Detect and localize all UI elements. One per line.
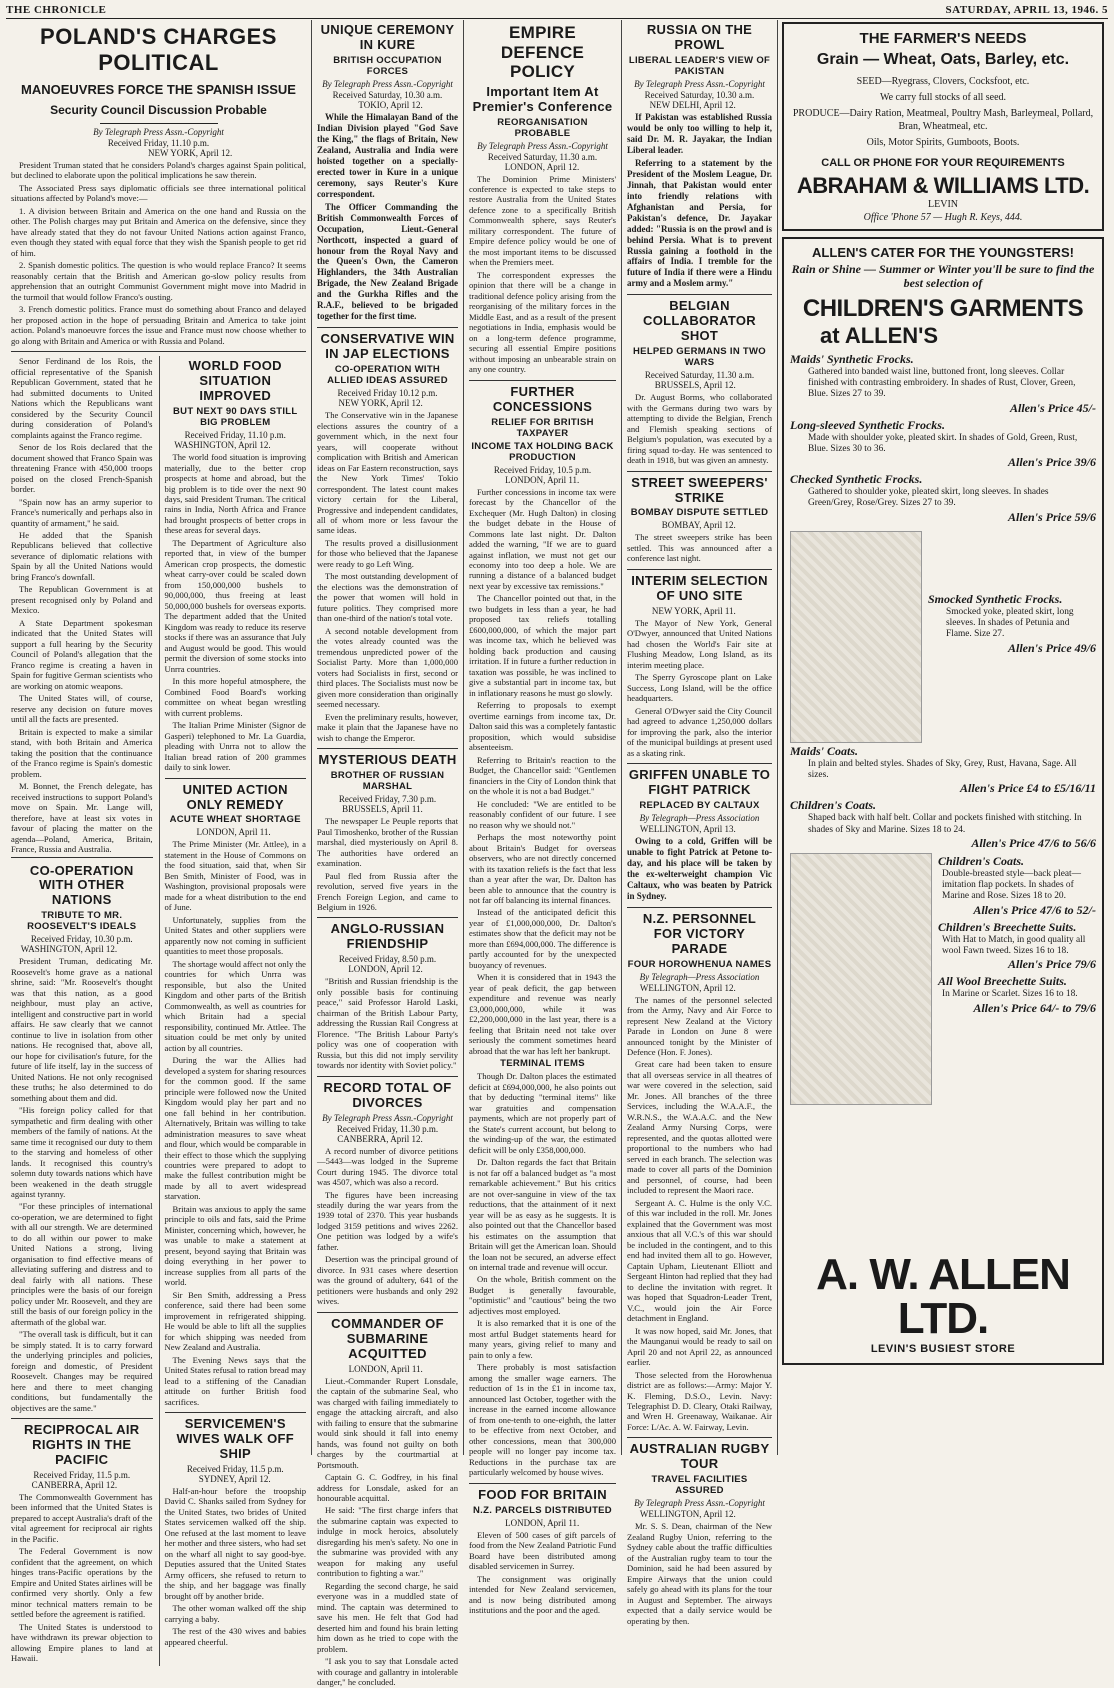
paragraph: 1. A division between Britain and America on the one hand and Russia on the other. The Polish charges may put Britain and America on the defensive, since they have already stated that they do not favour United Nations action against Franco, even though they stated with equal force that they wish the Spanish people to get rid of him. xyxy=(11,205,306,258)
paragraph: Lieut.-Commander Rupert Lonsdale, the captain of the submarine Seal, who was charged with failing immediately to engage the attacking aircraft, and also with failing to ensure that the submarine would sink should it fall into enemy hands, was found not guilty on both charges by the courtmartial at Portsmouth. xyxy=(317,1375,458,1470)
dateline: WELLINGTON, April 12. xyxy=(639,1509,736,1520)
product-name: Maids' Coats. xyxy=(790,743,859,758)
headline: ANGLO-RUSSIAN FRIENDSHIP xyxy=(330,921,445,952)
paragraph: Captain G. C. Godfrey, in his final address for Lonsdale, asked for an honourable acquittal. xyxy=(317,1472,458,1503)
paragraph: The Department of Agriculture also reported that, in view of the bumper American crop prospects, the domestic wheat carry-over could be scaled down from 150,000,000 bushels to 90,000,000, thus freeing at least 50,000,000 bushels for overseas exports. The department added that the United Kingdom was ready to reduce its reserve stocks if there was an assurance that July and August would be good. This would permit the diversion of some stocks into Unrra countries. xyxy=(164,537,306,674)
headline: STREET SWEEPERS' STRIKE xyxy=(631,474,768,505)
ad-abraham-williams xyxy=(782,22,1104,231)
article-conservative xyxy=(317,332,458,749)
dateline: CANBERRA, April 12. xyxy=(337,1133,423,1144)
headline: RUSSIA ON THE PROWL xyxy=(646,22,753,52)
article-griffen xyxy=(627,768,772,908)
dateline: WELLINGTON, April 12. xyxy=(639,982,736,993)
headline: MYSTERIOUS DEATH xyxy=(318,752,457,768)
product-price: Allen's Price 45/- xyxy=(1010,400,1096,415)
subheadline: ACUTE WHEAT SHORTAGE xyxy=(169,814,301,826)
headline: SERVICEMEN'S WIVES WALK OFF SHIP xyxy=(176,1416,295,1461)
subheadline: BRITISH OCCUPATION FORCES xyxy=(333,54,442,77)
received: Received Saturday, 10.30 a.m. xyxy=(644,89,755,100)
paragraph: 2. Spanish domestic politics. The question is who would replace Franco? It seems reasonably certain that the British and American go-slow policy results from apprehension that an outright Communist Government might move into Madrid in the turmoil that would follow Franco's ousting. xyxy=(11,260,306,302)
masthead-title: THE CHRONICLE xyxy=(6,4,107,16)
article-nz-personnel xyxy=(627,912,772,1439)
received: Received Friday, 11.10 p.m. xyxy=(184,430,286,441)
article-united-action xyxy=(165,783,307,1414)
paragraph: It was now hoped, said Mr. Jones, that the Maunganui would be ready to sail on April 20 and not April 22, as announced earlier. xyxy=(627,1325,772,1368)
paragraph: On the whole, British comment on the Budget is generally favourable, "optimistic" and "cautious" being the two adjectives most employed. xyxy=(469,1274,616,1316)
product-name: Checked Synthetic Frocks. xyxy=(790,472,923,487)
dateline: LONDON, April 11. xyxy=(196,827,271,838)
article-submarine xyxy=(317,1317,458,1688)
subheadline: TRAVEL FACILITIES ASSURED xyxy=(651,1474,748,1497)
paragraph: A second notable development from the votes already counted was the tremendous unpredicted power of the Socialist Party. More than 1,000,000 voters had Socialists in first, second or third places. The Socialists must now be given more consideration than originally seemed necessary. xyxy=(317,625,458,710)
byline: By Telegraph Press Assn.-Copyright xyxy=(322,78,453,89)
masthead xyxy=(6,4,1108,19)
product-name: Children's Coats. xyxy=(790,798,877,813)
illustration-girl-icon xyxy=(790,531,922,743)
product-description: Double-breasted style—back pleat—imitation flap pockets. In shades of Marine and Rose. Sizes 18 to 20. xyxy=(942,868,1082,902)
article-further-concessions xyxy=(469,385,616,1484)
paragraph: The Associated Press says diplomatic officials see three international political situations affected by Poland's move:— xyxy=(11,182,306,204)
ad-text: SEED—Ryegrass, Clovers, Cocksfoot, etc. xyxy=(856,76,1030,87)
product xyxy=(790,352,1096,416)
article-rugby xyxy=(627,1442,772,1626)
product xyxy=(790,744,1096,797)
subheadline: HELPED GERMANS IN TWO WARS xyxy=(633,346,766,369)
subheadline: FOUR HOROWHENUA NAMES xyxy=(627,958,772,970)
paragraph: Great care had been taken to ensure that all overseas service in all theatres of war were covered in the selection, said Mr. Jones. All branches of the three Services, including the W.A.A.F., the W.R.N.S., the W.A.A.C. and the New Zealand Army Nursing Corps, were represented, and the quotas allotted were proportional to the numbers who had served in each branch. The selection was made to cover all parts of the Dominion and personnel, of course, had been included to represent the Maori race. xyxy=(627,1059,772,1196)
subheadline: MANOEUVRES FORCE THE SPANISH ISSUE xyxy=(21,82,296,97)
paragraph: In this more hopeful atmosphere, the Combined Food Board's working committee on wheat began wrestling with current problems. xyxy=(164,676,306,718)
paragraph: Referring to a statement by the President of the Moslem League, Dr. Jinnah, that Pakistan would enter into friendly relations with Afghanistan and Persia, for Pakistan's defence, Dr. Jayakar added: "Russia is on the prowl and is behind Persia. What is to prevent Russia gaining a foothold in the affairs of India. I tremble for the future of India if there were a Hindu army and a Moslem army." xyxy=(627,157,772,289)
byline: By Telegraph Press Assn.-Copyright xyxy=(634,78,765,89)
product-price: Allen's Price 59/6 xyxy=(1008,509,1096,524)
paragraph: President Truman, dedicating Mr. Roosevelt's home grave as a national shrine, said: "Mr. Roosevelt's thought was that this nation, as a good neighbour, must play an active, intelligent and constructive part in world affairs. He saw clearly that we cannot continue to live in isolation from other nations. He recognised that, above all, our hope for civilisation's future, for the future of life itself, lay in the success of United Nations. He not only recognised these truths; he also determined to do something about them and did. xyxy=(11,956,153,1103)
product-description: Gathered to shoulder yoke, pleated skirt, long sleeves. In shades Green/Grey, Rose/Grey. Sizes 27 to 39. xyxy=(808,487,1049,509)
dateline: TOKIO, April 12. xyxy=(358,99,423,110)
headline: RECIPROCAL AIR RIGHTS IN THE PACIFIC xyxy=(24,1422,140,1468)
paragraph: 3. French domestic politics. France must do something about Franco and delayed her proposed action in the hope of persuading Britain and America to take joint action. Poland's manoeuvre forces the issue and France must now choose whether to go along with Britain and America or with Russia and Poland. xyxy=(11,304,306,346)
ad-title: ALLEN'S CATER FOR THE YOUNGSTERS! xyxy=(812,245,1074,260)
dateline: LONDON, April 11. xyxy=(505,1517,580,1528)
ad-company: ABRAHAM & WILLIAMS LTD. xyxy=(796,173,1090,198)
product xyxy=(790,472,1096,525)
paragraph: The street sweepers strike has been settled. This was announced after a conference last night. xyxy=(627,532,772,564)
dateline: BRUSSELS, April 12. xyxy=(654,380,736,391)
headline: WORLD FOOD SITUATION IMPROVED xyxy=(188,358,282,404)
received: Received Friday, 11.10 p.m. xyxy=(107,138,210,148)
paragraph: When it is considered that in 1943 the year of peak deficit, the gap between expenditure and revenue was nearly £3,000,000,000, while it was £2,200,000,000 in the last year, there is a feeling that Britain need not take over seriously the comment sometimes heard abroad that the war has left her bankrupt. xyxy=(469,972,616,1056)
ad-allens xyxy=(782,237,1104,1365)
ad-call: CALL OR PHONE FOR YOUR REQUIREMENTS xyxy=(821,157,1065,169)
article-servicemen xyxy=(165,1417,307,1647)
received: Received Saturday, 11.30 a.m. xyxy=(644,370,755,381)
product-name: All Wool Breechette Suits. xyxy=(938,974,1067,989)
headline: FURTHER CONCESSIONS xyxy=(492,383,593,414)
article-sweepers xyxy=(627,476,772,570)
paragraph: Dr. Dalton regards the fact that Britain is not far off a balanced budget as "a most remarkable achievement." But his critics are not over-sanguine in view of the tax reductions, that the attainment of it next year will be as easy as he suggests. It is also pointed out that the Chancellor based his estimates on the assumption that Britain will get the American loan. Should the loan not be secured, an adverse effect on internal trade and revenue will occur. xyxy=(469,1157,616,1272)
paragraph: Regarding the second charge, he said everyone was in a muddled state of mind. The captain was determined to save his men. He felt that God had deserted him and found his brain letting him down as he tried to cope with the problem. xyxy=(317,1580,458,1654)
subheadline-2: REORGANISATION PROBABLE xyxy=(497,116,588,139)
column-1 xyxy=(6,20,312,1664)
section-head: TERMINAL ITEMS xyxy=(500,1058,585,1070)
paragraph: "Spain now has an army superior to France's numerically and perhaps also in quantity of armament," he said. xyxy=(11,496,153,528)
paragraph: Perhaps the most noteworthy point about Britain's Budget for overseas observers, who are not directly concerned with its taxation reliefs is the fact that less than a year after the war, Dr. Dalton has been able to announce that the country is not far off balancing its internal finances. xyxy=(469,832,616,905)
byline: By Telegraph Press Assn.-Copyright xyxy=(93,127,224,137)
paragraph: Further concessions in income tax were forecast by the Chancellor of the Exchequer (Mr. Hugh Dalton) in closing the budget debate in the House of Commons late last night. Dr. Dalton added the warning, "If we are to guard against inflation, we must not get our economy into too deep a hole. We are running a distance of a balanced budget next year by excessive tax remissions." xyxy=(469,486,616,591)
masthead-date: SATURDAY, APRIL 13, 1946. 5 xyxy=(945,4,1108,16)
headline: RECORD TOTAL OF DIVORCES xyxy=(323,1079,452,1110)
paragraph: General O'Dwyer said the City Council had agreed to advance 1,250,000 dollars for improving the park, also the interior of the municipal buildings at present used as a skating rink. xyxy=(627,705,772,758)
headline: EMPIRE DEFENCE POLICY xyxy=(500,23,585,82)
subheadline: N.Z. PARCELS DISTRIBUTED xyxy=(473,1504,612,1516)
product-price: Allen's Price 47/6 to 56/6 xyxy=(971,835,1096,850)
paragraph: There probably is most satisfaction among the smaller wage earners. The reduction of 1s in the £1 in income tax, announced last October, together with the increase in the earned income allowance of from one-tenth to one-eighth, the latter to be effective from next October, and other concessions, mean that 300,000 people will no longer pay income tax. Reductions in the purchase tax are particularly welcomed by house wives. xyxy=(469,1362,616,1478)
column-4 xyxy=(464,20,622,1615)
paragraph: President Truman stated that he considers Poland's charges against Spain political, but declined to elaborate upon the political implications he saw therein. xyxy=(11,160,306,181)
paragraph: Paul fled from Russia after the revolution, served five years in the French Foreign Legion, and came to Belgium in 1926. xyxy=(317,870,458,912)
paragraph: Half-an-hour before the troopship David C. Shanks sailed from Sydney for the United States, two brides of United States servicemen walked off the ship. One refused at the last moment to leave her mother and three sisters, who had set on the wharf all night to say good-bye. Deputies assured that the United States Army officers, she refused to return to the ship, and her baggage was finally brought off by another bride. xyxy=(164,1485,306,1601)
paragraph: The consignment was originally intended for New Zealand servicemen, and is now being distributed among institutions and the poor and the aged. xyxy=(469,1573,616,1615)
paragraph: The newspaper Le Peuple reports that Paul Timoshenko, brother of the Russian marshal, died mysteriously on April 8. The authorities have ordered an examination. xyxy=(317,816,458,869)
headline: COMMANDER OF SUBMARINE ACQUITTED xyxy=(331,1315,444,1361)
paragraph: The Evening News says that the United States refusal to ration bread may lead to a stiffening of the Canadian attitude on further British food sacrifices. xyxy=(164,1354,306,1407)
product-price: Allen's Price 47/6 to 52/- xyxy=(973,902,1096,917)
paragraph: "British and Russian friendship is the only possible basis for continuing peace," said Professor Harold Laski, chairman of the British Labour Party, addressing the Russian Rail Congress at Florence. "The British Labour Party's policy was one of cooperation with Russia, but this did not imply servility towards nor identity with Soviet policy." xyxy=(317,976,458,1071)
headline: UNITED ACTION ONLY REMEDY xyxy=(182,781,288,812)
article-cooperation xyxy=(11,857,153,1420)
product-description: Gathered into banded waist line, buttoned front, long sleeves. Collar finished with contrasting embroidery. In shades of Rust, Clover, Green, Blue. Sizes 27 to 39. xyxy=(808,366,1076,400)
paragraph: The Italian Prime Minister (Signor de Gasperi) telephoned to Mr. La Guardia, pleading with Unrra not to allow the Italian bread ration of 200 grammes daily to sink lower. xyxy=(164,720,306,773)
article-russia-prowl xyxy=(627,23,772,295)
headline: N.Z. PERSONNEL FOR VICTORY PARADE xyxy=(642,910,757,956)
product-description: With Hat to Match, in good quality all wool Fawn tweed. Sizes 16 to 18. xyxy=(942,934,1086,956)
product-price: Allen's Price 49/6 xyxy=(1008,640,1096,655)
dateline: BRUSSELS, April 11. xyxy=(342,804,423,815)
received: Received Friday, 11.5 p.m. xyxy=(186,1463,284,1474)
dateline: WASHINGTON, April 12. xyxy=(174,440,271,451)
paragraph: The other woman walked off the ship carrying a baby. xyxy=(164,1603,306,1624)
received: Received Friday, 11.5 p.m. xyxy=(33,1469,131,1480)
paragraph: Instead of the anticipated deficit this year of £1,000,000,000, Dr. Dalton's estimates show that the deficit may not be more than £694,000,000. The difference is partly accounted for by the unexpected buoyancy of revenues. xyxy=(469,907,616,970)
dateline: LONDON, April 12. xyxy=(504,161,580,172)
headline: POLAND'S CHARGES POLITICAL xyxy=(40,24,277,75)
paragraph: Owing to a cold, Griffen will be unable to fight Patrick at Petone to-day, and his place will be taken by the ex-welterweight champion Vic Caltaux, who was beaten by Patrick in Sydney. xyxy=(627,835,772,901)
subheadline-2: INCOME TAX HOLDING BACK PRODUCTION xyxy=(471,440,614,463)
ad-text: We carry full stocks of all seed. xyxy=(879,92,1007,103)
subheadline: LIBERAL LEADER'S VIEW OF PAKISTAN xyxy=(628,54,771,77)
article-mysterious xyxy=(317,753,458,918)
product-description: In Marine or Scarlet. Sizes 16 to 18. xyxy=(942,989,1078,1000)
paragraph: Sergeant A. C. Hulme is the only V.C. of this war included in the roll. Mr. Jones explained that the Government was most anxious that all V.C.'s of this war should be included in the contingent, and to this end had invited them all to go. However, Captain Upham, Lieutenant Elliott and Sergeant Hinton had replied that they had to decline the invitation with regret. It was hoped that Squadron-Leader Trent, V.C., would join the Air Force detachment in England. xyxy=(627,1197,772,1324)
paragraph: While the Himalayan Band of the Indian Division played "God Save the King," the flags of Britain, New Zealand, Australia and India were hoisted together on a specially-erected tower in Kure in a unique ceremony, says Reuter's Kure correspondent. xyxy=(317,111,458,199)
product-price: Allen's Price £4 to £5/16/11 xyxy=(959,781,1096,796)
dateline: CANBERRA, April 12. xyxy=(31,1479,118,1490)
paragraph: The Republican Government is at present recognised only by Poland and Mexico. xyxy=(11,584,153,616)
received: Received Saturday, 11.30 a.m. xyxy=(487,151,598,162)
ad-phone: Office 'Phone 57 — Hugh R. Keys, 444. xyxy=(863,212,1023,223)
article-divorces xyxy=(317,1081,458,1313)
ad-text: Oils, Motor Spirits, Gumboots, Boots. xyxy=(866,137,1020,148)
dateline: NEW DELHI, April 12. xyxy=(649,99,736,110)
headline: CONSERVATIVE WIN IN JAP ELECTIONS xyxy=(320,331,455,362)
paragraph: The United States will, of course, reserve any decision on future moves until all the facts are presented. xyxy=(11,693,153,725)
ad-headline: Grain — Wheat, Oats, Barley, etc. xyxy=(816,51,1070,68)
dateline: NEW YORK, April 11. xyxy=(651,605,736,616)
ad-location: LEVIN xyxy=(928,199,958,210)
paragraph: The Officer Commanding the British Commonwealth Forces of Occupation, Lieut.-General Northcott, inspected a guard of honour from the Royal Navy and the Queen's Own, the Cameron Highlanders, the 34th Australian Brigade, the New Zealand Brigade and the Gurkha Rifles and the R.A.F., believed to be brigaded together for the first time. xyxy=(317,201,458,322)
subheadline: BROTHER OF RUSSIAN MARSHAL xyxy=(330,770,445,793)
paragraph: "I ask you to say that Lonsdale acted with courage and gallantry in intolerable danger," he concluded. xyxy=(317,1656,458,1688)
byline: By Telegraph Press Assn.-Copyright xyxy=(322,1112,453,1123)
paragraph: Though Dr. Dalton places the estimated deficit at £694,000,000, he also points out that by deducting "terminal items" like war gratuities and compensation payments, which are not properly part of the State's current account, but belong to the winding-up of the war, the estimated deficit will be only £358,000,000. xyxy=(469,1071,616,1155)
paragraph: The shortage would affect not only the countries for which Unrra was responsible, but also the United Kingdom and other parts of the British Commonwealth, as well as countries for which Britain had a special responsibility, continued Mr. Attlee. The situation could be met only by united action by all countries. xyxy=(164,958,306,1053)
product-name: Children's Breechette Suits. xyxy=(938,919,1077,934)
paragraph: "His foreign policy called for that sympathetic and firm dealing with other members of the family of nations. At the same time it recognised our duty to them to the starving and homeless of other lands. It recognised this country's solemn duty towards nations which have been weakened in the death struggle against tyranny. xyxy=(11,1105,153,1199)
dateline: SYDNEY, April 12. xyxy=(198,1473,271,1484)
column-3 xyxy=(312,20,464,1688)
product-name: Maids' Synthetic Frocks. xyxy=(790,351,914,366)
received: Received Friday, 10.30 p.m. xyxy=(30,934,133,945)
product-price: Allen's Price 79/6 xyxy=(1008,957,1096,972)
column-5 xyxy=(622,20,778,1626)
paragraph: M. Bonnet, the French delegate, has received instructions to support Poland's move on Spain. Mr. Lange will, therefore, have at least six votes in favour of placing the matter on the agenda—Poland, America, Britain, France, Russia and Australia. xyxy=(11,781,153,855)
paragraph: "For these principles of international co-operation, we are determined to fight with all our strength. We are determined to do all within our power to make United Nations a strong, living organisation to find effective means of alleviating suffering and distress and to deal fairly with all nations. These principles were the basis of our foreign policy under Mr. Roosevelt, and they are still the basis of our foreign policy in the aftermath of the global war. xyxy=(11,1201,153,1327)
paragraph: The Sperry Gyroscope plant on Lake Success, Long Island, will be the office headquarters. xyxy=(627,672,772,704)
headline: AUSTRALIAN RUGBY TOUR xyxy=(629,1441,770,1472)
product-name: Children's Coats. xyxy=(938,853,1025,868)
byline: By Telegraph—Press Association xyxy=(639,812,760,823)
paragraph: Those selected from the Horowhenua district are as follows:—Army: Major Y. K. Fleming, D.S.O., Levin. Navy: Telegraphist D. D. Cleary, Otaki Railway, and Wren H. Greenaway, Waikanae. Air Force: L/Ac. A. W. Fairway, Levin. xyxy=(627,1369,772,1432)
byline: By Telegraph Press Assn.-Copyright xyxy=(477,140,608,151)
article-kure xyxy=(317,23,458,328)
paragraph: A State Department spokesman indicated that the United States will support a full hearing by the Security Council of Poland's allegation that the Franco regime is creating a haven in Spain for fugitive German scientists who are working on atomic weapons. xyxy=(11,617,153,691)
subheadline: RELIEF FOR BRITISH TAXPAYER xyxy=(491,416,594,439)
dateline: NEW YORK, April 12. xyxy=(338,398,423,409)
paragraph: The world food situation is improving materially, due to the better crop prospects at home and abroad, but the big problem is to tide over the next 90 days, said President Truman. The critical rains in India, North Africa and France had brought prospects of better crops in these areas for several days. xyxy=(164,452,306,536)
product-price: Allen's Price 39/6 xyxy=(1008,455,1096,470)
dateline: LONDON, April 11. xyxy=(505,474,580,485)
subheadline: Important Item At Premier's Conference xyxy=(472,83,613,114)
paragraph: He concluded: "We are entitled to be reasonably confident of our future. I see no reason why we should not." xyxy=(469,798,616,830)
product xyxy=(938,974,1096,1015)
dateline: WASHINGTON, April 12. xyxy=(20,944,118,955)
ad-tagline: Rain or Shine — Summer or Winter you'll be sure to find the best selection of xyxy=(791,262,1095,291)
subheadline: BOMBAY DISPUTE SETTLED xyxy=(630,507,769,519)
paragraph: The Mayor of New York, General O'Dwyer, announced that United Nations had chosen the World's Fair site at Flushing Meadow, Long Island, as its interim meeting place. xyxy=(627,617,772,670)
paragraph: The figures have been increasing steadily during the war years from the 1939 total of 2370. This year husbands lodged 3159 petitions and wives 2262. One petition was lodged by a wife's father. xyxy=(317,1189,458,1252)
paragraph: Unfortunately, supplies from the United States and other suppliers were apparently now not coming in sufficient quantities to meet those proposals. xyxy=(164,914,306,957)
paragraph: Senor Ferdinand de los Rois, the official representative of the Spanish Republican Government, stated that he had submitted documents to United Nations which the Republicans want considered by the Security Council during consideration of Poland's complaints against the Franco regime. xyxy=(11,356,153,440)
dateline: LONDON, April 11. xyxy=(348,1363,423,1374)
paragraph: During the war the Allies had developed a system for sharing resources for the common good. If the same principle were followed now the United Kingdom would play her part and no one fall behind in her contribution. Alternatively, Britain was willing to take administration measures to save wheat and flour, which would be comparable in their effect to those which the supplying countries were prepared to adopt to make the fullest contribution might be made by all to avert widespread starvation. xyxy=(164,1055,307,1202)
paragraph: He said: "The first charge infers that the submarine captain was expected to indulge in mock heroics, absolutely disregarding his men's safety. No one in the submarine was provided with any weapon for making any useful contribution to fighting a war." xyxy=(317,1505,458,1579)
article-uno xyxy=(627,574,772,764)
paragraph: Referring to proposals to exempt overtime earnings from income tax, Dr. Dalton said this was a completely fantastic proposition, which would subsidise absenteeism. xyxy=(469,700,617,753)
product-description: Shaped back with half belt. Collar and pockets finished with stitching. In shades of Sky and Marine. Sizes 18 to 24. xyxy=(808,813,1082,835)
ad-company: A. W. ALLEN LTD. xyxy=(816,1250,1070,1343)
product xyxy=(790,418,1096,471)
paragraph: Desertion was the principal ground of divorce. In 931 cases where desertion was the ground of adultery, 641 of the petitioners were husbands and only 292 wives. xyxy=(317,1254,458,1307)
paragraph: Mr. S. S. Dean, chairman of the New Zealand Rugby Union, referring to the Sydney cable about the traffic difficulties of the Australian rugby team to tour the Dominion, said he had been assured by Empire Airways that the union could safely go ahead with its plans for the tour in August and September. The airways expected that a daily service would be operating by then. xyxy=(627,1521,772,1626)
received: Received Friday 10.12 p.m. xyxy=(337,388,438,399)
subheadline: REPLACED BY CALTAUX xyxy=(639,799,760,811)
subheadline: TRIBUTE TO MR. ROOSEVELT'S IDEALS xyxy=(27,910,137,933)
article-belgian xyxy=(627,299,772,471)
headline: UNIQUE CEREMONY IN KURE xyxy=(320,22,455,52)
paragraph: Sir Ben Smith, addressing a Press conference, said there had been some improvement in refrigerated shipping. He would be able to lift all the supplies for which shipping was needed from New Zealand and Australia. xyxy=(164,1289,306,1353)
received: Received Saturday, 10.30 a.m. xyxy=(332,89,443,100)
headline: BELGIAN COLLABORATOR SHOT xyxy=(643,298,756,344)
paragraph: The Federal Government is now confident that the agreement, on which hinges trans-Pacific operations by the Empire and United States airlines will be confirmed very shortly. Only a few minor technical matters remain to be settled before the agreement is ratified. xyxy=(11,1546,153,1620)
product-description: Smocked yoke, pleated skirt, long sleeves. In shades of Petunia and Flame. Size 27. xyxy=(946,606,1074,640)
paragraph: The correspondent expresses the opinion that there will be a change in traditional defence policy arising from the reorganising of the military forces in the Middle East, and as a result of the present negotiations in India, emphasis would be on a long-term defence programme, securing all essential Empire positions without imposing an unbearable strain on any one country. xyxy=(469,269,616,375)
paragraph: If Pakistan was established Russia would be only too willing to help it, said Dr. M. R. Jayakar, the Indian Liberal leader. xyxy=(627,111,772,155)
illustration-boy-icon xyxy=(790,853,932,1105)
product-name: Long-sleeved Synthetic Frocks. xyxy=(790,417,945,432)
paragraph: The Commonwealth Government has been informed that the United States is prepared to accept Australia's draft of the vital agreement for reciprocal air rights in the Pacific. xyxy=(11,1491,153,1544)
paragraph: Referring to Britain's reaction to the Budget, the Chancellor said: "Gentlemen financiers in the City of London think that on the whole it is not a bad Budget." xyxy=(469,754,616,797)
subheadline: CO-OPERATION WITH ALLIED IDEAS ASSURED xyxy=(327,364,448,387)
paragraph: The United States is understood to have withdrawn its prewar objection to allowing Empire planes to land at Hawaii. xyxy=(11,1621,153,1664)
article-empire xyxy=(469,23,616,381)
article-world-food xyxy=(165,359,307,778)
article-anglo-russian xyxy=(317,922,458,1076)
subheadline: BUT NEXT 90 DAYS STILL BIG PROBLEM xyxy=(173,406,298,429)
dateline: WELLINGTON, April 13. xyxy=(639,823,736,834)
product-name: Smocked Synthetic Frocks. xyxy=(928,591,1063,606)
paragraph: The rest of the 430 wives and babies appeared cheerful. xyxy=(164,1626,306,1647)
paragraph: The Prime Minister (Mr. Attlee), in a statement in the House of Commons on the food situation, said that, when Sir Ben Smith, Minister of Food, was in Washington, provisional proposals were made for a wheat distribution to the end of June. xyxy=(164,839,306,913)
paragraph: It is also remarked that it is one of the most artful Budget statements heard for many years, giving relief to many and pain to only a few. xyxy=(469,1318,616,1360)
product xyxy=(928,592,1096,656)
headline: INTERIM SELECTION OF UNO SITE xyxy=(631,572,768,603)
paragraph: Eleven of 500 cases of gift parcels of food from the New Zealand Patriotic Fund Board have been distributed among disabled servicemen in Surrey. xyxy=(469,1529,616,1572)
paragraph: The results proved a disillusionment for those who believed that the Japanese were ready to go Left Wing. xyxy=(317,537,458,569)
paragraph: The names of the personnel selected from the Army, Navy and Air Force to represent New Zealand at the Victory Parade in London on June 8 were announced tonight by the Minister of Defence (Hon. F. Jones). xyxy=(627,994,772,1057)
paragraph: The Chancellor pointed out that, in the two budgets in less than a year, he had proposed tax reliefs totalling £600,000,000, of which the major part was income tax, which he believed was holding back production and causing irritation. If in future a further reduction in taxation was possible, he was inclined to give a substantial part in income tax, but in inflationary reasons he must go slowly. xyxy=(469,593,616,698)
received: Received Friday, 11.30 p.m. xyxy=(336,1123,439,1134)
ad-store: at ALLEN'S xyxy=(820,322,939,348)
ad-headline: CHILDREN'S GARMENTS xyxy=(802,294,1084,322)
paragraph: A record number of divorce petitions—5443—was lodged in the Supreme Court during 1945. The divorce total was 4507, which was also a record. xyxy=(317,1145,458,1188)
dateline: LONDON, April 12. xyxy=(348,964,423,975)
byline: By Telegraph Press Assn.-Copyright xyxy=(634,1498,765,1509)
subheadline-2: Security Council Discussion Probable xyxy=(50,103,267,117)
paragraph: Dr. August Borms, who collaborated with the Germans during two wars by attempting to divide the Belgian, French and Flemish speaking sections of Belgium's population, was executed by a firing squad to-day. He was sentenced to death in 1918, but was given an amnesty. xyxy=(627,392,772,466)
dateline: NEW YORK, April 12. xyxy=(148,148,233,158)
paragraph: Senor de los Rois declared that the document showed that Franco Spain was threatening France with 450,000 troops poised on the closed French-Spanish border. xyxy=(11,442,153,495)
ad-slogan: LEVIN'S BUSIEST STORE xyxy=(870,1343,1016,1355)
byline: By Telegraph—Press Association xyxy=(639,971,760,982)
paragraph: Britain is expected to make a similar stand, with both Britain and America taking the position that the continuance of the Franco regime is Spain's domestic problem. xyxy=(11,726,153,779)
ad-title: THE FARMER'S NEEDS xyxy=(859,30,1027,47)
paragraph: Britain was anxious to apply the same principle to oils and fats, said the Prime Minister, concerning which, however, he was unable to make a statement at present, beyond saying that Britain was doing everything in her power to increase supplies from all parts of the world. xyxy=(164,1203,306,1288)
received: Received Friday, 7.30 p.m. xyxy=(338,794,437,805)
paragraph: Even the preliminary results, however, make it plain that the Japanese have no wish to change the Emperor. xyxy=(317,711,458,743)
product-description: Made with shoulder yoke, pleated skirt. In shades of Gold, Green, Rust, Blue. Sizes 30 to 36. xyxy=(808,432,1078,454)
paragraph: The most outstanding development of the elections was the demonstration of the power that women will hold in future politics. They comprised more than one-third of the nation's total vote. xyxy=(317,571,458,624)
product xyxy=(938,920,1096,973)
article-reciprocal xyxy=(11,1423,153,1664)
product xyxy=(790,798,1096,851)
paragraph: The Dominion Prime Ministers' conference is expected to take steps to restore Australia from the United States defence zone to a specifically British Commonwealth sphere, says Reuter's military correspondent. The future of Empire defence policy would be one of the most important items to be discussed when the Premiers meet. xyxy=(469,173,616,268)
column-ads xyxy=(778,20,1108,1455)
paragraph: "The overall task is difficult, but it can be simply stated. It is to carry forward the underlying principles and policies, foreign and domestic, of President Roosevelt. Changes may be required here and there to meet changing conditions, but fundamentally the objectives are the same." xyxy=(11,1329,153,1413)
paragraph: The Conservative win in the Japanese elections assures the country of a government which, in the next four years, will cooperate without complication with British and American ideas on Far Eastern reconstruction, says the New York Times' Tokio correspondent. The latest count makes victory certain for the Liberal, Progressive and independent candidates, all of whom more or less favour the same ideas. xyxy=(317,410,458,536)
product xyxy=(938,854,1096,918)
product-price: Allen's Price 64/- to 79/6 xyxy=(973,1000,1096,1015)
paragraph: He added that the Spanish Republicans believed that collective severance of diplomatic relations with Spain by all the United Nations would bring Franco's downfall. xyxy=(11,529,153,582)
headline: FOOD FOR BRITAIN xyxy=(478,1486,607,1502)
product-description: In plain and belted styles. Shades of Sky, Grey, Rust, Havana, Sage. All sizes. xyxy=(808,758,1077,781)
dateline: BOMBAY, April 12. xyxy=(661,520,736,531)
headline: GRIFFEN UNABLE TO FIGHT PATRICK xyxy=(628,767,771,798)
article-poland xyxy=(11,24,306,352)
ad-text: PRODUCE—Dairy Ration, Meatmeal, Poultry Mash, Barleymeal, Pollard, Bran, Wheatmeal, etc. xyxy=(792,108,1094,132)
received: Received Friday, 8.50 p.m. xyxy=(338,954,437,965)
received: Received Friday, 10.5 p.m. xyxy=(493,464,592,475)
headline: CO-OPERATION WITH OTHER NATIONS xyxy=(29,862,134,908)
article-food-britain xyxy=(469,1488,616,1616)
